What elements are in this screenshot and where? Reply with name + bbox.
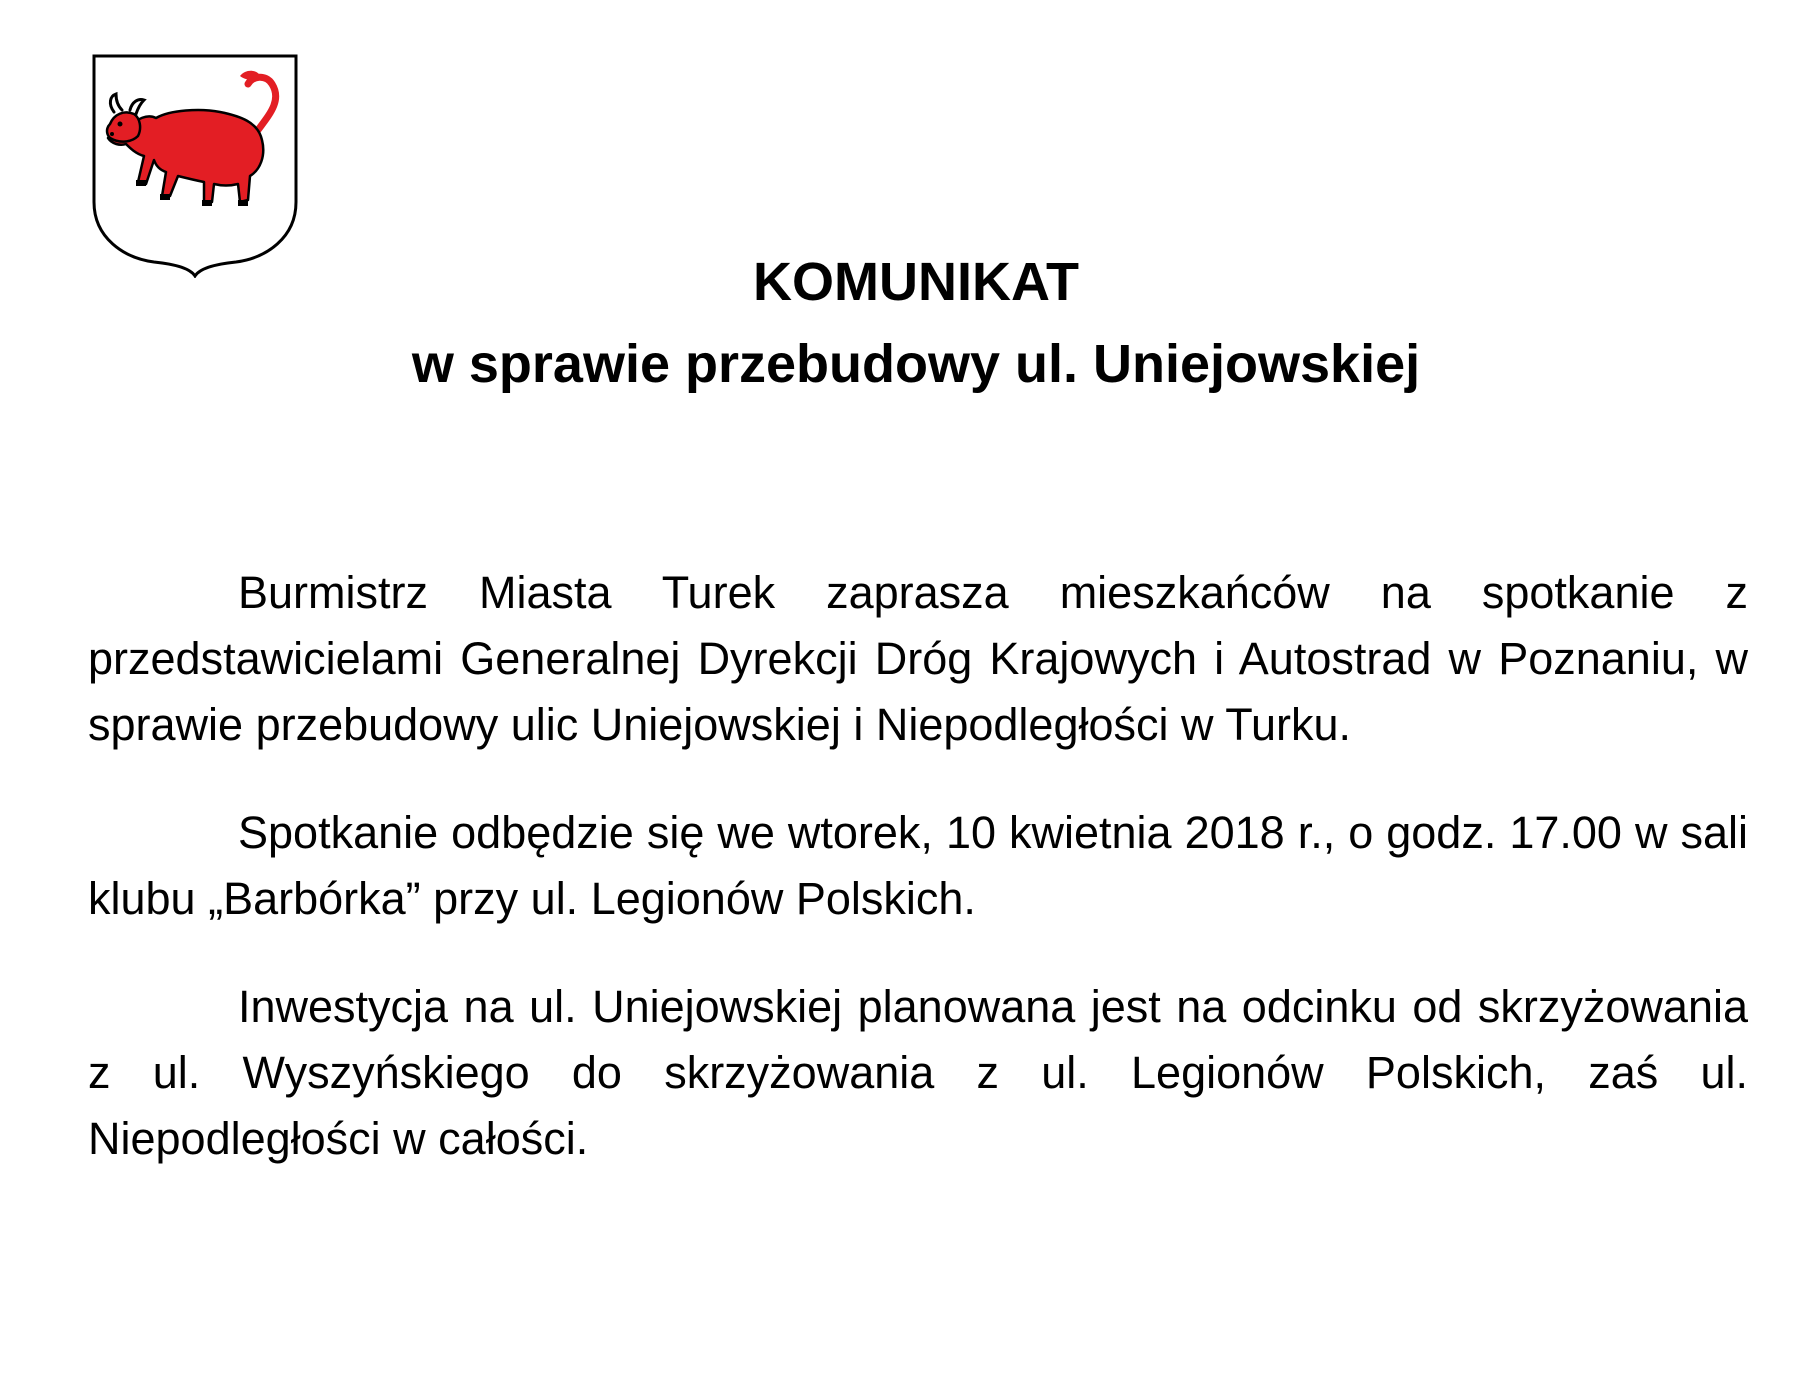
paragraph-meeting-details: Spotkanie odbędzie się we wtorek, 10 kwietnia 2018 r., o godz. 17.00 w sali klubu „Barbórka” przy ul. Legionów Polskich.	[88, 807, 1748, 924]
header	[0, 252, 1816, 394]
page-subtitle: w sprawie przebudowy ul. Uniejowskiej	[411, 334, 1421, 394]
announcement-body	[88, 560, 1748, 1172]
coat-of-arms-red-bull-icon	[90, 52, 300, 278]
paragraph-invitation: Burmistrz Miasta Turek zaprasza mieszkańców na spotkanie z przedstawicielami Generalnej Dyrekcji Dróg Krajowych i Autostrad w Poznaniu, w sprawie przebudowy ulic Uniejowskiej i Niepodległości w Turku.	[88, 567, 1748, 750]
page-title: KOMUNIKAT	[753, 252, 1079, 312]
paragraph-investment-scope: Inwestycja na ul. Uniejowskiej planowana jest na odcinku od skrzyżowania z ul. Wyszyńskiego do skrzyżowania z ul. Legionów Polskich, zaś ul. Niepodległości w całości.	[88, 981, 1748, 1164]
